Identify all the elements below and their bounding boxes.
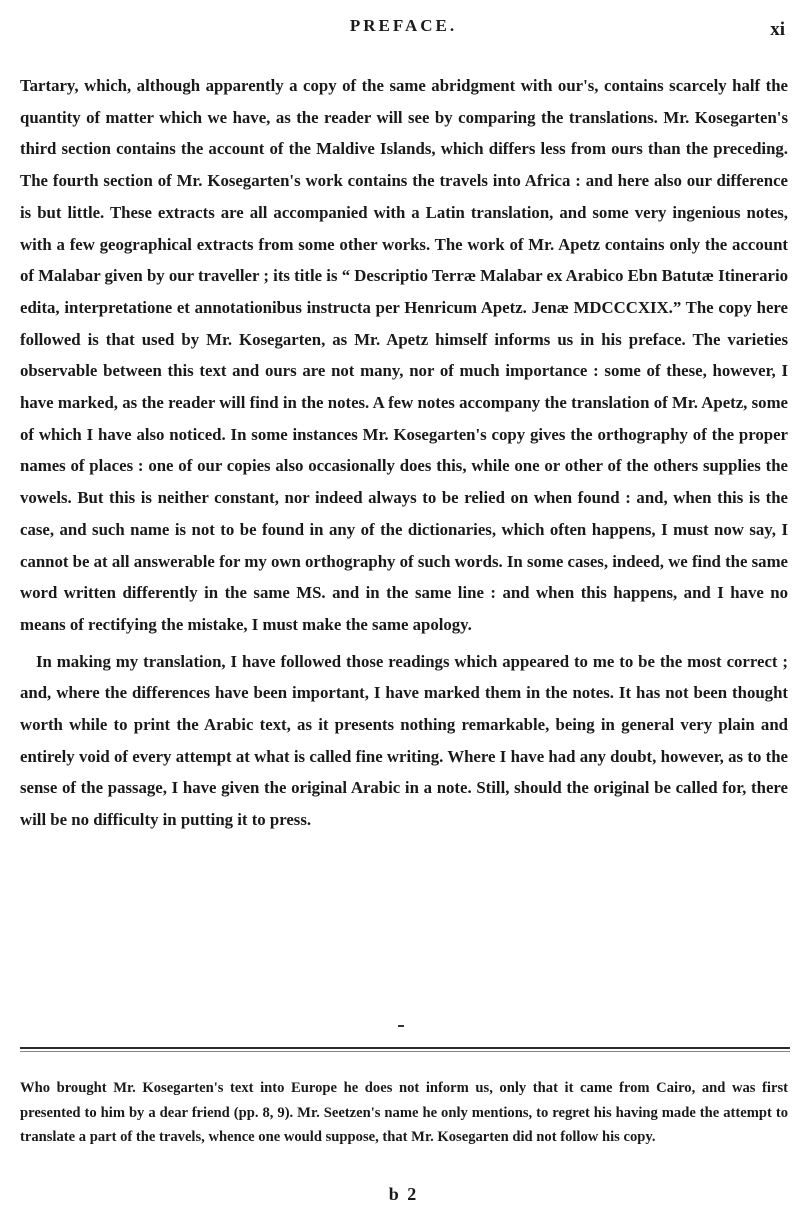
body-paragraph-1: Tartary, which, although apparently a copy of the same abridgment with our's, contains scarcely half the quantity of matter which we have, as the reader will see by comparing the translations. Mr. Kosegarten's third section contains the account of the Maldive Islands, which differs less from ours than the preceding. The fourth section of Mr. Kosegarten's work contains the travels into Africa : and here also our difference is but little. These extracts are all accompanied with a Latin translation, and some very ingenious notes, with a few geographical extracts from some other works. The work of Mr. Apetz contains only the account of Malabar given by our traveller ; its title is “ Descriptio Terræ Malabar ex Arabico Ebn Batutæ Itinerario edita, interpretatione et annotationibus instructa per Henricum Apetz. Jenæ MDCCCXIX.” The copy here followed is that used by Mr. Kosegarten, as Mr. Apetz himself informs us in his preface. The varieties observable between this text and ours are not many, nor of much importance : some of these, however, I have marked, as the reader will find in the notes. A few notes accompany the translation of Mr. Apetz, some of which I have also noticed. In some instances Mr. Kosegarten's copy gives the orthography of the proper names of places : one of our copies also occasionally does this, while one or other of the others supplies the vowels. But this is neither constant, nor indeed always to be relied on when found : and, when this is the case, and such name is not to be found in any of the dictionaries, which often happens, I must now say, I cannot be at all answerable for my own orthography of such words. In some cases, indeed, we find the same word written differently in the same MS. and in the same line : and when this happens, and I have no means of rectifying the mistake, I must make the same apology. xyxy=(20,76,788,634)
running-head xyxy=(0,14,807,44)
body-paragraph-2: In making my translation, I have followed those readings which appeared to me to be the most correct ; and, where the differences have been important, I have marked them in the notes. It has not been thought worth while to print the Arabic text, as it presents nothing remarkable, being in general very plain and entirely void of every attempt at what is called fine writing. Where I have had any doubt, however, as to the sense of the passage, I have given the original Arabic in a note. Still, should the original be called for, there will be no difficulty in putting it to press. xyxy=(20,651,788,830)
running-head-title: PREFACE. xyxy=(349,16,458,35)
signature-mark: b 2 xyxy=(388,1184,419,1204)
footnote-rule-thin xyxy=(20,1051,790,1052)
body-text xyxy=(20,70,788,836)
page-number: xi xyxy=(770,19,785,40)
footnote-rule xyxy=(20,1047,790,1049)
footnote: Who brought Mr. Kosegarten's text into Europe he does not inform us, only that it came from Cairo, and was first presented to him by a dear friend (pp. 8, 9). Mr. Seetzen's name he only mentions, to regret his having made the attempt to translate a part of the travels, whence one would suppose, that Mr. Kosegarten did not follow his copy. xyxy=(20,1080,788,1145)
ornament-dash xyxy=(398,1025,404,1027)
